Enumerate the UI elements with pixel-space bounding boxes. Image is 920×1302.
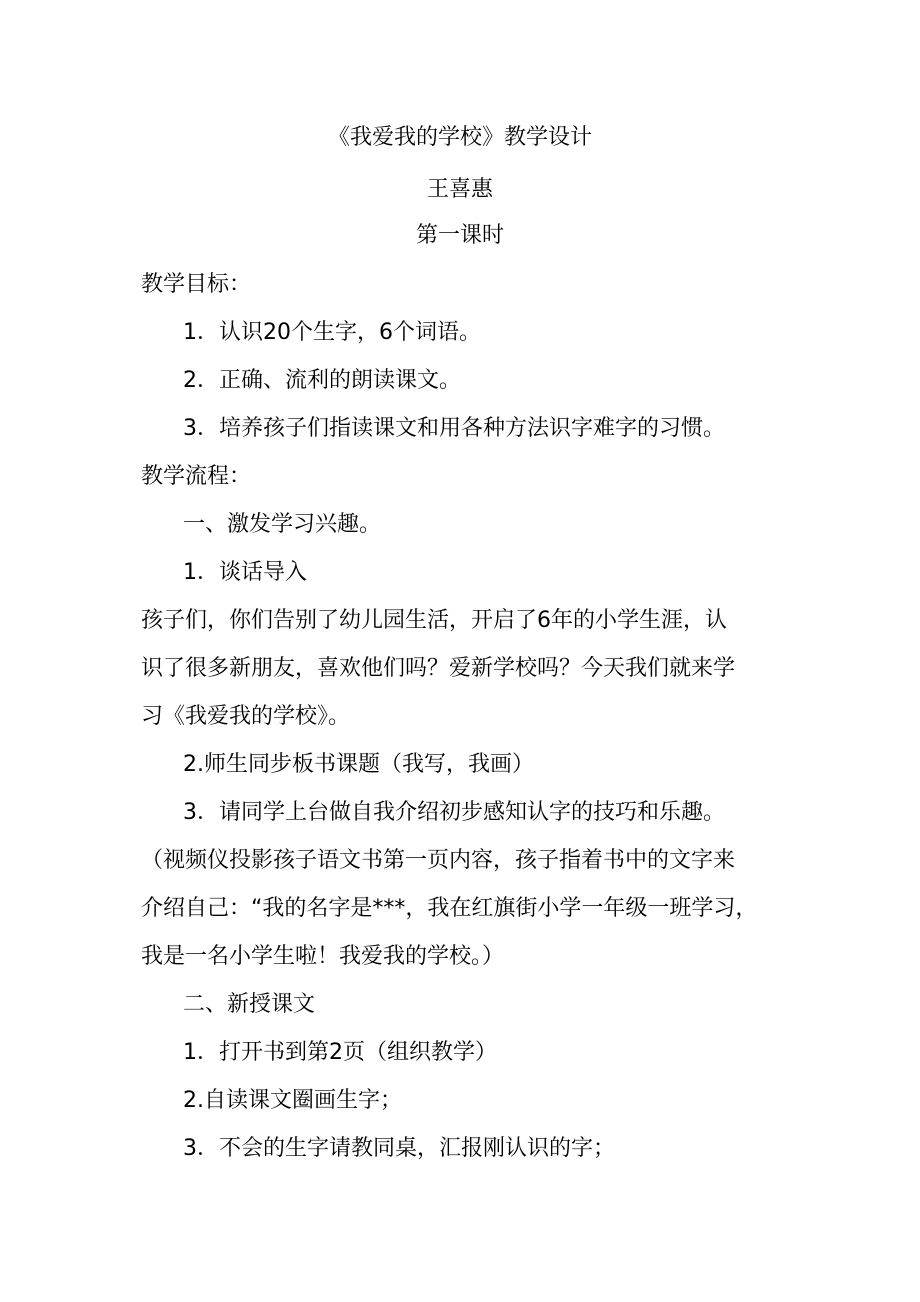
note-line: 介绍自己：“我的名字是***，我在红旗街小学一年级一班学习， [141,896,758,921]
paragraph-line: 习《我爱我的学校》。 [141,704,351,729]
document-title: 《我爱我的学校》教学设计 [327,125,592,150]
paragraph-line: 识了很多新朋友，喜欢他们吗？爱新学校吗？今天我们就来学 [141,656,736,681]
step-item: 3．不会的生字请教同桌，汇报刚认识的字； [183,1136,615,1161]
process-heading: 教学流程： [141,464,252,489]
step-item: 1．谈话导入 [183,560,307,585]
section-heading: 二、新授课文 [183,992,316,1017]
step-item: 3．请同学上台做自我介绍初步感知认字的技巧和乐趣。 [183,800,725,825]
objectives-heading: 教学目标： [141,272,252,297]
step-item: 2.师生同步板书课题（我写，我画） [183,752,534,777]
objective-item: 1．认识20个生字，6个词语。 [183,320,481,345]
step-item: 1．打开书到第2页（组织教学） [183,1040,497,1065]
objective-item: 3．培养孩子们指读课文和用各种方法识字难字的习惯。 [183,416,725,441]
objective-item: 2．正确、流利的朗读课文。 [183,368,461,393]
session-label: 第一课时 [415,223,504,248]
note-line: 我是一名小学生啦！我爱我的学校。） [141,944,505,969]
document-author: 王喜惠 [426,177,493,202]
note-line: （视频仪投影孩子语文书第一页内容，孩子指着书中的文字来 [141,848,736,873]
paragraph-line: 孩子们，你们告别了幼儿园生活，开启了6年的小学生涯，认 [141,608,727,633]
section-heading: 一、激发学习兴趣。 [183,512,382,537]
step-item: 2.自读课文圈画生字； [183,1088,402,1113]
